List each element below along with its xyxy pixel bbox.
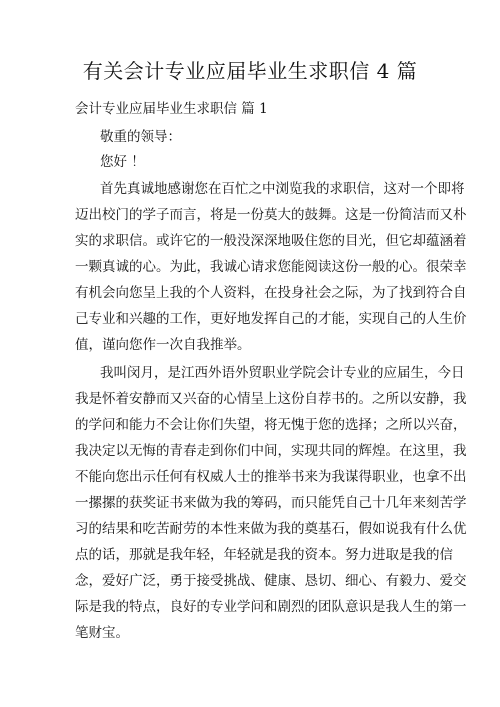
paragraph-2-line-6: 一摞摞的获奖证书来做为我的筹码，而只能凭自己十几年来刻苦学 [75, 495, 467, 511]
paragraph-1-line-5: 有机会向您呈上我的个人资料，在投身社会之际，为了找到符合自 [75, 285, 467, 301]
paragraph-2-line-10: 际是我的特点，良好的专业学问和剧烈的团队意识是我人生的第一 [75, 599, 467, 615]
paragraph-2-line-2: 我是怀着安静而又兴奋的心情呈上这份自荐书的。之所以安静，我 [75, 391, 467, 407]
paragraph-1-line-7: 值，谨向您作一次自我推举。 [75, 337, 251, 353]
document-title: 有关会计专业应届毕业生求职信 4 篇 [82, 59, 418, 83]
salutation: 敬重的领导： [100, 129, 181, 145]
paragraph-2-line-5: 不能向您出示任何有权威人士的推举书来为我谋得职业，也拿不出 [75, 469, 467, 485]
paragraph-2-line-8: 点的话，那就是我年轻，年轻就是我的资本。努力进取是我的信 [75, 547, 453, 563]
paragraph-2-line-1: 我叫闵月，是江西外语外贸职业学院会计专业的应届生，今日 [100, 365, 465, 381]
document-subtitle: 会计专业应届毕业生求职信 篇 1 [75, 101, 268, 117]
paragraph-2-line-4: 我决定以无悔的青春走到你们中间，实现共同的辉煌。在这里，我 [75, 443, 467, 459]
paragraph-1-line-1: 首先真诚地感谢您在百忙之中浏览我的求职信，这对一个即将 [100, 181, 465, 197]
paragraph-1-line-4: 一颗真诚的心。为此，我诚心请求您能阅读这份一般的心。很荣幸 [75, 259, 467, 275]
paragraph-1-line-6: 己专业和兴趣的工作，更好地发挥自己的才能，实现自己的人生价 [75, 311, 467, 327]
paragraph-2-line-11: 笔财宝。 [75, 625, 129, 641]
paragraph-1-line-2: 迈出校门的学子而言，将是一份莫大的鼓舞。这是一份简洁而又朴 [75, 207, 467, 223]
paragraph-2-line-7: 习的结果和吃苦耐劳的本性来做为我的奠基石，假如说我有什么优 [75, 521, 467, 537]
paragraph-2-line-9: 念，爱好广泛，勇于接受挑战、健康、恳切、细心、有毅力、爱交 [75, 573, 467, 589]
paragraph-1-line-3: 实的求职信。或许它的一般没深深地吸住您的目光，但它却蕴涵着 [75, 233, 467, 249]
greeting: 您好 ！ [100, 154, 145, 170]
paragraph-2-line-3: 的学问和能力不会让你们失望，将无愧于您的选择；之所以兴奋， [75, 417, 467, 433]
